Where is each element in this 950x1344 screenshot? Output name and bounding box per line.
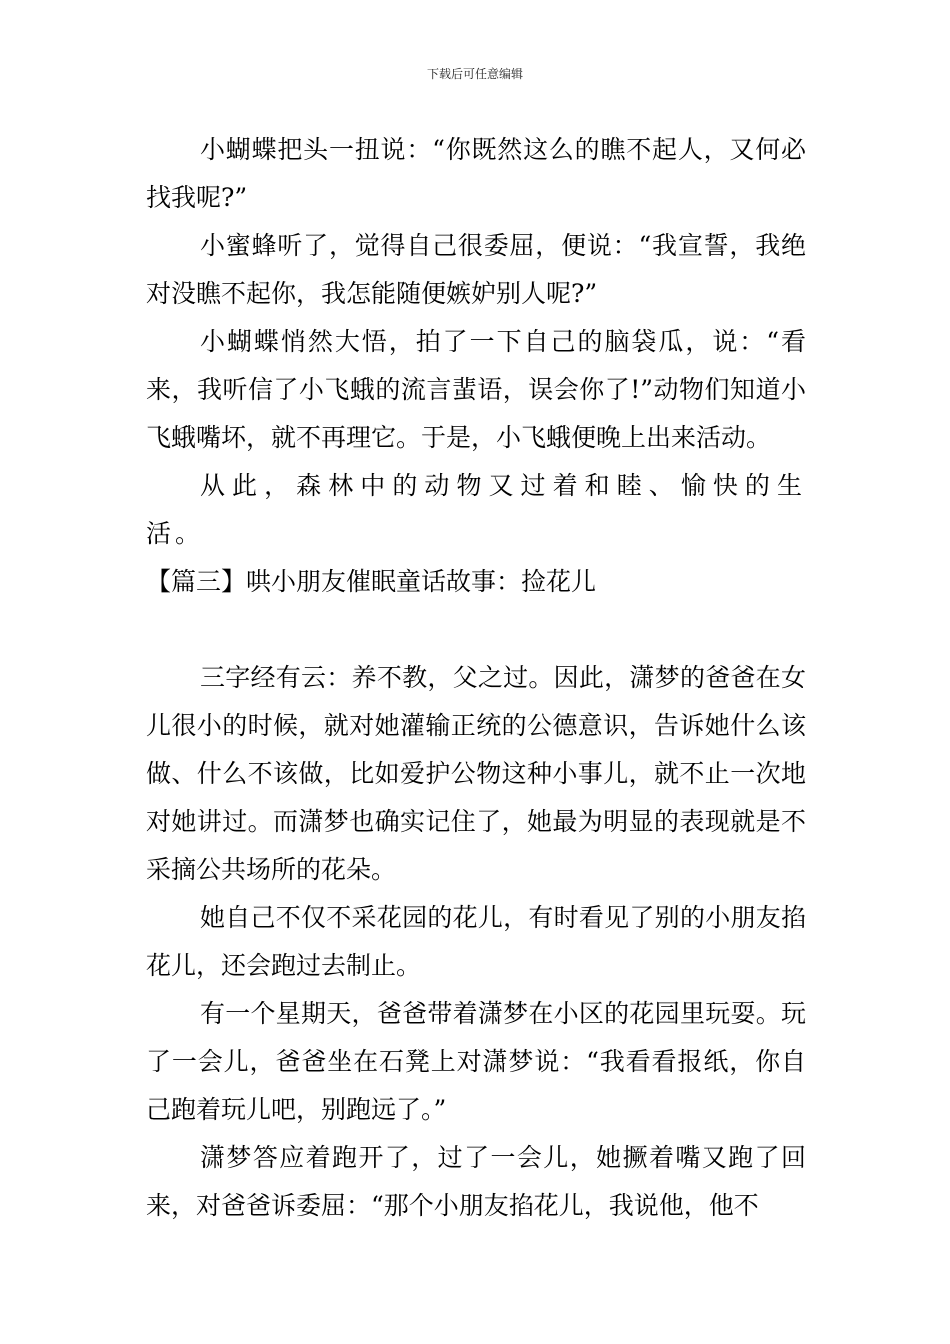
paragraph: 小蜜蜂听了，觉得自己很委屈，便说：“我宣誓，我绝对没瞧不起你，我怎能随便嫉妒别人呢?” — [146, 231, 806, 308]
paragraph: 潇梦答应着跑开了，过了一会儿，她撅着嘴又跑了回来，对爸爸诉委屈：“那个小朋友掐花儿，我说他，他不 — [146, 1143, 806, 1220]
paragraph: 小蝴蝶把头一扭说：“你既然这么的瞧不起人，又何必找我呢?” — [146, 135, 806, 212]
paragraph: 从此，森林中的动物又过着和睦、愉快的生活。 — [146, 471, 806, 548]
blank-line — [146, 606, 806, 654]
paragraph: 她自己不仅不采花园的花儿，有时看见了别的小朋友掐花儿，还会跑过去制止。 — [146, 903, 806, 980]
paragraph: 三字经有云：养不教，父之过。因此，潇梦的爸爸在女儿很小的时候，就对她灌输正统的公德意识，告诉她什么该做、什么不该做，比如爱护公物这种小事儿，就不止一次地对她讲过。而潇梦也确实记住了，她最为明显的表现就是不采摘公共场所的花朵。 — [146, 663, 806, 884]
paragraph: 小蝴蝶悄然大悟，拍了一下自己的脑袋瓜，说：“看来，我听信了小飞蛾的流言蜚语，误会你了!”动物们知道小飞蛾嘴坏，就不再理它。于是，小飞蛾便晚上出来活动。 — [146, 327, 806, 452]
paragraph: 有一个星期天，爸爸带着潇梦在小区的花园里玩耍。玩了一会儿，爸爸坐在石凳上对潇梦说：“我看看报纸，你自己跑着玩儿吧，别跑远了。” — [146, 999, 806, 1124]
document-body — [146, 126, 806, 1230]
page-header-note: 下载后可任意编辑 — [426, 67, 523, 81]
section-heading: 【篇三】哄小朋友催眠童话故事：捡花儿 — [146, 567, 597, 596]
